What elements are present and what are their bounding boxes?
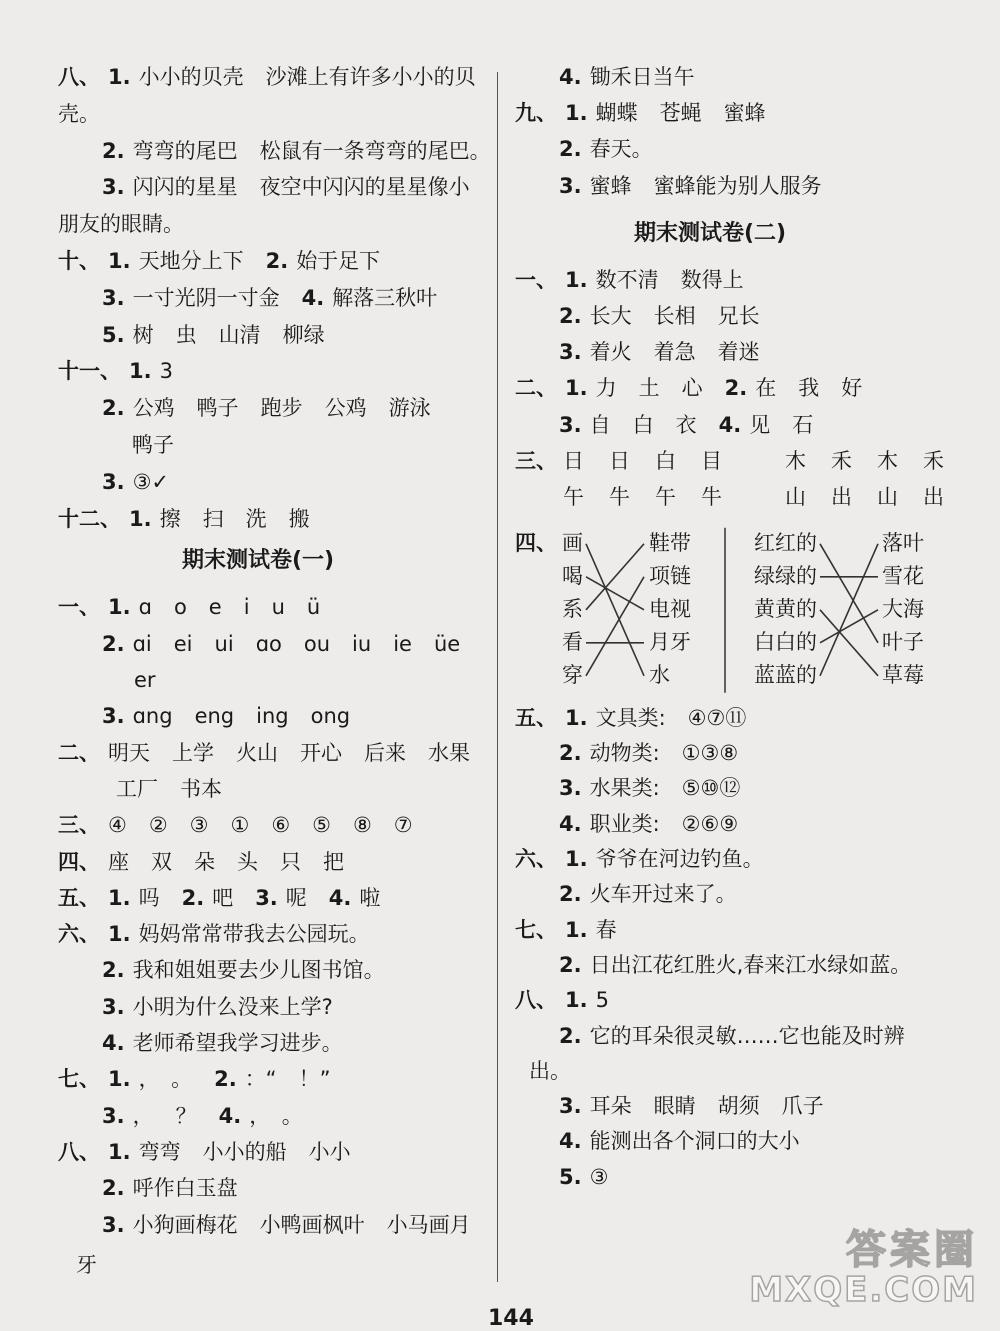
answer-text: 蜜蜂 bbox=[589, 173, 632, 198]
item-number: 一、 bbox=[58, 595, 100, 620]
answer-text: ①③⑧ bbox=[681, 741, 739, 766]
item-number: 七、 bbox=[58, 1067, 100, 1092]
answer-text: 老师希望我学习进步。 bbox=[132, 1031, 343, 1055]
item-number: 2. bbox=[559, 741, 582, 766]
item-number: 2. bbox=[559, 304, 582, 328]
answer-text: er bbox=[134, 668, 156, 692]
item-number: 2. bbox=[102, 138, 125, 163]
item-number: 3. bbox=[102, 1103, 125, 1128]
answer-text: 小马画月 bbox=[386, 1212, 471, 1237]
answer-text: 。 bbox=[281, 1103, 303, 1128]
item-number: 2. bbox=[181, 885, 205, 910]
grid-char: 午 bbox=[563, 484, 584, 509]
item-number: 四、 bbox=[515, 530, 557, 555]
exam2-title: 期末测试卷(二) bbox=[634, 220, 787, 246]
answer-text: 始于足下 bbox=[296, 249, 381, 273]
match-word: 蓝蓝的 bbox=[754, 662, 817, 687]
item-number: 1. bbox=[565, 705, 588, 730]
answer-text: 春天。 bbox=[589, 137, 653, 162]
answer-text: 火车开过来了。 bbox=[589, 882, 737, 907]
match-word: 草莓 bbox=[882, 662, 924, 687]
item-number: 3. bbox=[559, 340, 582, 365]
grid-char: 日 bbox=[609, 448, 630, 473]
answer-text: 闪闪的星星 bbox=[132, 175, 238, 200]
answer-text: 夜空中闪闪的星星像小 bbox=[259, 175, 470, 200]
answer-text: i bbox=[243, 595, 250, 620]
match-word: 大海 bbox=[882, 596, 924, 621]
item-number: 2. bbox=[102, 631, 125, 656]
answer-text: o bbox=[173, 595, 187, 620]
answer-text: 公鸡 bbox=[132, 396, 175, 421]
answer-text: 3 bbox=[159, 359, 173, 384]
answer-text: ɑo bbox=[255, 631, 282, 656]
item-number: 3. bbox=[559, 776, 582, 801]
answer-text: ong bbox=[310, 704, 351, 729]
grid-char: 木 bbox=[785, 448, 806, 473]
answer-text: 石 bbox=[792, 412, 814, 437]
answer-text: ɑi bbox=[132, 631, 152, 656]
item-number: 八、 bbox=[515, 988, 557, 1013]
answer-text: 柳绿 bbox=[282, 322, 325, 347]
answer-text: ④ bbox=[108, 813, 127, 838]
match-word: 雪花 bbox=[882, 563, 924, 588]
item-number: 十、 bbox=[58, 249, 100, 273]
item-number: 2. bbox=[559, 952, 582, 977]
answer-text: u bbox=[271, 595, 285, 620]
answer-text: 锄禾日当午 bbox=[589, 65, 695, 89]
match-line bbox=[820, 610, 878, 676]
answer-text: 爪子 bbox=[781, 1094, 824, 1119]
answer-text: 吗 bbox=[138, 885, 160, 910]
answer-text: 5 bbox=[595, 988, 609, 1013]
answer-text: 鸭子 bbox=[132, 433, 174, 457]
answer-text: 土 bbox=[638, 376, 660, 401]
answer-text: 啦 bbox=[359, 885, 381, 910]
answer-text: 天地分上下 bbox=[138, 249, 244, 273]
answer-text: eng bbox=[194, 704, 235, 729]
grid-char: 禾 bbox=[923, 448, 944, 473]
item-number: 2. bbox=[559, 137, 582, 162]
item-number: 2. bbox=[559, 882, 582, 907]
match-word: 喝 bbox=[562, 563, 583, 588]
item-number: 4. bbox=[559, 1129, 582, 1154]
answer-text: 工厂 bbox=[116, 776, 158, 801]
item-number: 六、 bbox=[58, 922, 100, 947]
answer-text: 上学 bbox=[172, 740, 214, 765]
answer-text: ⑥ bbox=[271, 813, 291, 838]
item-number: 七、 bbox=[515, 917, 557, 942]
match-word: 月牙 bbox=[649, 629, 691, 654]
answer-text: 好 bbox=[841, 376, 863, 401]
match-word: 穿 bbox=[562, 662, 583, 687]
answer-text: ：“ bbox=[244, 1067, 277, 1092]
answer-text: ， bbox=[138, 1067, 150, 1092]
match-word: 叶子 bbox=[882, 629, 924, 654]
grid-char: 午 bbox=[655, 484, 676, 509]
item-number: 5. bbox=[102, 322, 125, 347]
answer-text: ⑦ bbox=[393, 813, 413, 838]
answer-text: 衣 bbox=[675, 412, 697, 437]
item-number: 1. bbox=[108, 885, 131, 910]
item-number: 3. bbox=[559, 173, 582, 198]
item-number: 五、 bbox=[58, 885, 100, 910]
item-number: 4. bbox=[718, 412, 742, 437]
answer-text: ① bbox=[230, 813, 250, 838]
answer-text: 在 bbox=[755, 376, 777, 401]
answer-text: 只 bbox=[280, 849, 301, 874]
item-number: 4. bbox=[218, 1103, 242, 1128]
item-number: 1. bbox=[108, 595, 131, 620]
item-number: 二、 bbox=[515, 376, 557, 401]
item-number: 1. bbox=[565, 101, 588, 126]
match-word: 白白的 bbox=[754, 629, 817, 654]
answer-text: 白 bbox=[632, 412, 654, 437]
match-word: 水 bbox=[649, 662, 670, 687]
answer-text: 游泳 bbox=[388, 396, 431, 421]
answer-text: 数不清 bbox=[595, 267, 659, 292]
answer-text: 开心 bbox=[300, 740, 342, 765]
answer-text: 日出江花红胜火,春来江水绿如蓝。 bbox=[589, 952, 912, 977]
answer-text: 书本 bbox=[180, 776, 222, 801]
answer-text: 洗 bbox=[245, 506, 267, 531]
item-number: 四、 bbox=[58, 849, 100, 874]
answer-text: 着迷 bbox=[717, 340, 760, 365]
match-word: 红红的 bbox=[754, 530, 817, 555]
item-number: 五、 bbox=[515, 705, 557, 730]
answer-text: 明天 bbox=[108, 740, 150, 765]
answer-text: 蜜蜂能为别人服务 bbox=[653, 173, 822, 198]
item-number: 八、 bbox=[58, 1139, 100, 1164]
grid-char: 出 bbox=[923, 484, 944, 509]
item-number: 九、 bbox=[515, 101, 557, 126]
answer-text: ou bbox=[303, 631, 331, 656]
item-number: 3. bbox=[102, 469, 125, 494]
answer-text: 吧 bbox=[212, 885, 234, 910]
answer-text: 职业类: bbox=[589, 811, 660, 836]
grid-char: 目 bbox=[701, 448, 722, 473]
grid-char: 山 bbox=[785, 484, 806, 509]
answer-text: ei bbox=[173, 631, 193, 656]
answer-text: 妈妈常常带我去公园玩。 bbox=[138, 922, 370, 947]
item-number: 4. bbox=[301, 285, 325, 310]
match-word: 看 bbox=[562, 629, 583, 654]
answer-text: iu bbox=[352, 631, 372, 656]
answer-text: e bbox=[208, 595, 222, 620]
match-line bbox=[820, 544, 878, 643]
answer-text: 后来 bbox=[364, 740, 406, 765]
answer-text: 蜜蜂 bbox=[723, 101, 766, 126]
item-number: 3. bbox=[559, 412, 582, 437]
answer-text: ③✓ bbox=[132, 469, 170, 494]
answer-text: 山清 bbox=[218, 322, 261, 347]
answer-text: 文具类: bbox=[595, 705, 666, 730]
item-number: 5. bbox=[559, 1164, 582, 1189]
watermark-url: MXQE.COM bbox=[749, 1270, 978, 1310]
answer-text: 水果 bbox=[428, 740, 470, 765]
item-number: 4. bbox=[328, 885, 352, 910]
item-number: 3. bbox=[102, 704, 125, 729]
answer-text: 小小的贝壳 bbox=[138, 65, 244, 89]
answer-text: 兄长 bbox=[717, 304, 760, 328]
answer-text: ③ bbox=[189, 813, 209, 838]
match-line bbox=[820, 544, 878, 676]
item-number: 十一、 bbox=[58, 359, 121, 384]
item-number: 2. bbox=[214, 1067, 237, 1092]
answer-text: 自 bbox=[589, 412, 611, 437]
answer-text: 眼睛 bbox=[653, 1094, 696, 1119]
answer-text: 呢 bbox=[285, 885, 307, 910]
answer-text: 松鼠有一条弯弯的尾巴。 bbox=[259, 138, 491, 163]
exam1-title: 期末测试卷(一) bbox=[182, 548, 335, 574]
match-word: 黄黄的 bbox=[754, 596, 817, 621]
answer-text: 一寸光阴一寸金 bbox=[132, 285, 280, 310]
answer-text: 动物类: bbox=[589, 741, 660, 766]
item-number: 1. bbox=[108, 1067, 131, 1092]
item-number: 1. bbox=[129, 506, 152, 531]
answer-text: 小明为什么没来上学? bbox=[132, 994, 333, 1019]
item-number: 2. bbox=[102, 958, 125, 983]
answer-text: ⑤⑩⑫ bbox=[681, 776, 741, 801]
item-number: 4. bbox=[559, 811, 582, 836]
item-number: 八、 bbox=[58, 65, 100, 89]
answer-text: 胡须 bbox=[717, 1094, 760, 1119]
answer-text: 弯弯 bbox=[138, 1139, 181, 1164]
grid-char: 牛 bbox=[701, 484, 722, 509]
item-number: 3. bbox=[559, 1094, 582, 1119]
grid-char: 山 bbox=[877, 484, 898, 509]
match-word: 画 bbox=[562, 530, 583, 555]
match-line bbox=[586, 577, 644, 676]
item-number: 2. bbox=[102, 1176, 125, 1201]
item-number: 1. bbox=[108, 249, 131, 273]
answer-text: 头 bbox=[237, 849, 258, 874]
item-number: 4. bbox=[559, 65, 582, 89]
item-number: 一、 bbox=[515, 267, 557, 292]
answer-text: 小鸭画枫叶 bbox=[259, 1212, 365, 1237]
item-number: 1. bbox=[565, 376, 588, 401]
answer-text: 把 bbox=[323, 849, 344, 874]
item-number: 3. bbox=[102, 175, 125, 200]
answer-text: 苍蝇 bbox=[659, 101, 702, 126]
answer-text: ！” bbox=[298, 1067, 331, 1092]
item-number: 3. bbox=[255, 885, 278, 910]
answer-text: 公鸡 bbox=[324, 396, 367, 421]
answer-text: 爷爷在河边钓鱼。 bbox=[595, 847, 764, 871]
match-word: 电视 bbox=[649, 596, 691, 621]
watermark-title: 答案圈 bbox=[846, 1227, 978, 1273]
answer-text: ü bbox=[306, 595, 321, 620]
answer-text: 搬 bbox=[288, 506, 310, 531]
answer-text: 沙滩上有许多小小的贝 bbox=[265, 65, 476, 89]
item-number: 六、 bbox=[515, 847, 557, 871]
answer-text: 跑步 bbox=[260, 396, 303, 421]
item-number: 1. bbox=[108, 65, 131, 89]
answer-text: 长大 bbox=[589, 304, 632, 328]
answer-text: 春 bbox=[595, 917, 617, 942]
answer-text: 见 bbox=[749, 412, 771, 437]
answer-text: ， bbox=[132, 1103, 154, 1128]
answer-text: 。 bbox=[171, 1067, 193, 1092]
grid-char: 禾 bbox=[831, 448, 852, 473]
item-number: 1. bbox=[565, 847, 588, 871]
answer-text: 我和姐姐要去少儿图书馆。 bbox=[132, 958, 385, 983]
match-word: 落叶 bbox=[882, 530, 924, 555]
answer-text: 呼作白玉盘 bbox=[132, 1176, 238, 1201]
item-number: 2. bbox=[102, 396, 125, 421]
answer-text: ing bbox=[256, 704, 289, 729]
item-number: 1. bbox=[565, 267, 588, 292]
answer-text: 弯弯的尾巴 bbox=[132, 138, 238, 163]
answer-text: 耳朵 bbox=[589, 1094, 632, 1119]
answer-text: üe bbox=[433, 631, 461, 656]
answer-text: ② bbox=[148, 813, 168, 838]
match-word: 绿绿的 bbox=[754, 563, 817, 588]
answer-text: 它的耳朵很灵敏……它也能及时辨 bbox=[589, 1023, 905, 1048]
item-number: 1. bbox=[108, 922, 131, 947]
item-number: 2. bbox=[265, 249, 289, 273]
item-number: 三、 bbox=[515, 448, 557, 473]
grid-char: 牛 bbox=[609, 484, 630, 509]
grid-char: 日 bbox=[563, 448, 584, 473]
answer-text: 长相 bbox=[653, 304, 696, 328]
item-number: 4. bbox=[102, 1031, 125, 1055]
item-number: 2. bbox=[724, 376, 748, 401]
answer-text: 座 bbox=[108, 849, 129, 874]
item-number: 1. bbox=[565, 988, 588, 1013]
answer-text: ɑng bbox=[132, 704, 173, 729]
answer-text: 水果类: bbox=[589, 776, 660, 801]
answer-text: 我 bbox=[798, 376, 820, 401]
match-line bbox=[586, 577, 644, 610]
answer-text: 树 bbox=[132, 322, 154, 347]
answer-text: 着急 bbox=[653, 340, 696, 365]
answer-text: 小狗画梅花 bbox=[132, 1212, 238, 1237]
answer-text: ie bbox=[393, 631, 412, 656]
match-line bbox=[820, 610, 878, 643]
answer-text: 力 bbox=[595, 376, 617, 401]
answer-text: ， bbox=[249, 1103, 260, 1128]
answer-text: 虫 bbox=[175, 322, 197, 347]
grid-char: 出 bbox=[831, 484, 852, 509]
answer-text: 擦 bbox=[159, 506, 181, 531]
answer-text: 着火 bbox=[589, 340, 632, 365]
answer-text: 朋友的眼睛。 bbox=[58, 212, 184, 237]
item-number: 1. bbox=[108, 1139, 131, 1164]
answer-text: 壳。 bbox=[58, 101, 100, 126]
answer-text: 数得上 bbox=[680, 267, 744, 292]
answer-text: ɑ bbox=[138, 595, 152, 620]
item-number: 三、 bbox=[58, 813, 100, 838]
match-word: 项链 bbox=[649, 563, 691, 588]
item-number: 3. bbox=[102, 994, 125, 1019]
answer-text: ui bbox=[214, 631, 234, 656]
match-word: 系 bbox=[562, 596, 583, 621]
item-number: 1. bbox=[565, 917, 588, 942]
answer-text: ④⑦⑪ bbox=[687, 705, 747, 730]
item-number: 2. bbox=[559, 1023, 582, 1048]
page-number: 144 bbox=[488, 1306, 534, 1331]
answer-text: 双 bbox=[151, 849, 172, 874]
item-number: 十二、 bbox=[58, 506, 121, 531]
answer-text: 小小的船 bbox=[202, 1139, 287, 1164]
item-number: 3. bbox=[102, 1212, 125, 1237]
answer-text: 鸭子 bbox=[196, 396, 239, 421]
answer-text: 小小 bbox=[308, 1139, 351, 1164]
match-line bbox=[586, 544, 644, 610]
answer-text: 牙 bbox=[76, 1252, 97, 1277]
answer-text: 扫 bbox=[202, 506, 224, 531]
answer-text: 火山 bbox=[236, 740, 278, 765]
answer-text: ⑧ bbox=[352, 813, 372, 838]
answer-text: 能测出各个洞口的大小 bbox=[589, 1129, 800, 1154]
answer-text: ⑤ bbox=[312, 813, 331, 838]
grid-char: 白 bbox=[655, 448, 676, 473]
answer-text: 出。 bbox=[529, 1058, 571, 1083]
match-line bbox=[586, 544, 644, 676]
answer-text: 蝴蝶 bbox=[595, 101, 638, 126]
answer-text: ③ bbox=[589, 1164, 609, 1189]
answer-text: ？ bbox=[175, 1103, 197, 1128]
answer-text: ②⑥⑨ bbox=[681, 811, 739, 836]
item-number: 二、 bbox=[58, 740, 100, 765]
item-number: 3. bbox=[102, 285, 125, 310]
grid-char: 木 bbox=[877, 448, 898, 473]
answer-text: 解落三秋叶 bbox=[332, 285, 438, 310]
match-word: 鞋带 bbox=[649, 530, 691, 555]
answer-text: 朵 bbox=[194, 849, 215, 874]
item-number: 1. bbox=[129, 359, 152, 384]
answer-text: 心 bbox=[681, 376, 703, 401]
